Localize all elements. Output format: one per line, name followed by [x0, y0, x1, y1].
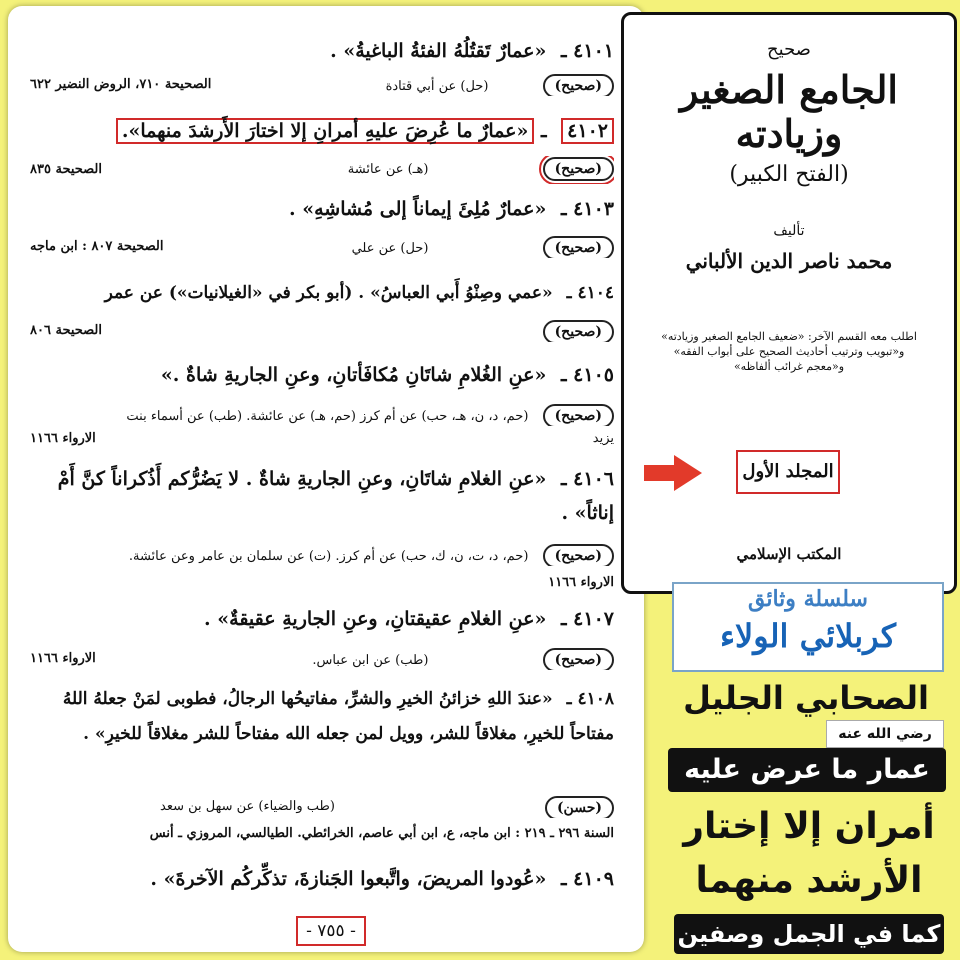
- series-logo: [672, 582, 944, 672]
- grade-badge: (صحيح): [543, 320, 614, 342]
- hadith-text: «عُودوا المريضَ، واتَّبعوا الجَنازةَ، تذكِّركُم الآخرةَ» .: [150, 868, 547, 890]
- caption-ammar: عمار ما عرض عليه: [668, 748, 946, 792]
- grade-badge: (صحيح): [543, 544, 614, 566]
- hadith-meta-4105-line2: [30, 428, 614, 450]
- hadith-number: ٤١٠١ ـ: [560, 40, 614, 62]
- hadith-text: «عنِ الغُلامِ شاتَانِ مُكافَأتانِ، وعنِ الجاريةِ شاةٌ .»: [160, 364, 547, 386]
- hadith-text: «عمارٌ تَقتُلُهُ الفئةُ الباغيةُ» .: [330, 40, 547, 62]
- hadith-number: ٤١٠٣ ـ: [560, 198, 614, 220]
- source-text: (حم، د، ن، هـ، حب) عن أم كرز (حم، هـ) عن عائشة. (طب) عن أسماء بنت: [126, 409, 529, 424]
- cover-author: محمد ناصر الدين الألباني: [685, 249, 893, 273]
- page-number: - ٧٥٥ -: [296, 916, 366, 946]
- logo-line-1: سلسلة وثائق: [747, 586, 868, 612]
- hadith-4105: [30, 358, 614, 392]
- arrow-right-icon: [674, 455, 702, 491]
- hadith-meta-4108: [30, 796, 614, 818]
- grade-badge: (حسن): [545, 796, 614, 818]
- reference-text: الارواء ١١٦٦: [30, 431, 96, 446]
- hadith-meta-4103: [30, 236, 614, 258]
- source-text: (هـ) عن عائشة: [347, 162, 429, 177]
- cover-subtitle: (الفتح الكبير): [729, 162, 849, 187]
- hadith-text: «عنِ الغلامِ عقيقتانِ، وعنِ الجاريةِ عقيقةٌ» .: [204, 608, 547, 630]
- hadith-4109: [30, 862, 614, 896]
- hadith-number: ٤١٠٤ ـ: [566, 283, 614, 303]
- hadith-meta-4106-line2: [30, 572, 614, 594]
- hadith-number: ٤١٠٧ ـ: [560, 608, 614, 630]
- arrow-shaft: [644, 465, 676, 481]
- source-text: (طب والضياء) عن سهل بن سعد: [160, 799, 335, 814]
- hadith-text: «عمي وصِنْوُ أَبي العباسُ» . (أبو بكر في «الغيلانيات») عن عمر: [104, 283, 553, 303]
- hadith-4101: [30, 34, 614, 68]
- hadith-4107: [30, 602, 614, 636]
- hadith-4102: ٤١٠٢ ـ «عمارٌ ما عُرِضَ عليهِ أمرانِ إلا اختارَ الأَرشدَ منهما».: [30, 114, 614, 148]
- grade-badge: (صحيح): [543, 648, 614, 670]
- reference-text: الصحيحة ٨٠٦: [30, 323, 103, 338]
- cover-note: اطلب معه القسم الآخر: «ضعيف الجامع الصغير وزيادته» و«تبويب وترتيب أحاديث الصحيح على أبواب الفقه» و«معجم غرائب ألفاظه»: [661, 330, 917, 373]
- reference-text: الصحيحة ٨٠٧ : ابن ماجه: [30, 239, 164, 254]
- source-text: (حل) عن علي: [351, 241, 429, 256]
- hadith-meta-4105: [30, 404, 614, 426]
- hadith-4104: [30, 276, 614, 310]
- grade-badge: (صحيح): [543, 404, 614, 426]
- hadith-meta-4107: [30, 648, 614, 670]
- hadith-meta-4104: [30, 320, 614, 342]
- hadith-number: ٤١٠٨ ـ: [566, 689, 614, 709]
- note-text: السنة ٢٩٦ ـ ٢١٩ : ابن ماجه، ع، ابن أبي عاصم، الخرائطي. الطيالسي، المروزي ـ أنس: [149, 826, 614, 841]
- source-text-continued: يزيد: [592, 431, 614, 446]
- cover-by-label: تأليف: [773, 223, 805, 239]
- hadith-text: «عمارٌ ما عُرِضَ عليهِ أمرانِ إلا اختارَ الأَرشدَ منهما».: [116, 118, 535, 144]
- hadith-4106: [30, 462, 614, 534]
- source-text: (حل) عن أبي قتادة: [385, 79, 489, 94]
- book-cover: [621, 12, 957, 594]
- hadith-text: «عنِ الغلامِ شاتَانِ، وعنِ الجاريةِ شاةٌ . لا يَضُرُّكم أَذُكراناً كنَّ أَمْ إناثاً» .: [57, 468, 614, 524]
- reference-text: الارواء ١١٦٦: [548, 575, 614, 590]
- hadith-4103: [30, 192, 614, 226]
- cover-title: الجامع الصغير وزيادته: [680, 67, 898, 156]
- hadith-4108: [30, 682, 614, 786]
- grade-badge: (صحيح): [543, 74, 614, 96]
- hadith-number: ٤١٠٢: [561, 118, 614, 144]
- caption-choice: أمران إلا إختار الأرشد منهما: [683, 806, 935, 901]
- logo-line-2: كربلائي الولاء: [719, 617, 897, 655]
- hadith-meta-4106: [30, 544, 614, 566]
- cover-top-label: صحيح: [767, 39, 811, 60]
- source-text: (حم، د، ت، ن، ك، حب) عن أم كرز. (ت) عن سلمان بن عامر وعن عائشة.: [128, 549, 529, 564]
- reference-text: الصحيحة ٨٣٥: [30, 162, 103, 177]
- hadith-meta-4101: [30, 74, 614, 96]
- reference-text: الصحيحة ٧١٠، الروض النضير ٦٢٢: [30, 77, 212, 92]
- cover-volume: المجلد الأول: [736, 450, 840, 494]
- caption-honorific: رضي الله عنه: [826, 720, 944, 748]
- hadith-meta-4102: [30, 156, 614, 184]
- hadith-text: «عمارٌ مُلِئَ إيماناً إلى مُشاشِهِ» .: [288, 198, 547, 220]
- hadith-number: ٤١٠٥ ـ: [560, 364, 614, 386]
- caption-companion: الصحابي الجليل: [683, 679, 929, 717]
- grade-badge: (صحيح): [543, 236, 614, 258]
- source-text: (طب) عن ابن عباس.: [312, 653, 429, 668]
- hadith-text: «عندَ اللهِ خزائنُ الخيرِ والشرِّ، مفاتيحُها الرجالُ، فطوبى لمَنْ جعلهُ اللهُ مفتاحاً للخيرِ، مغلاقاً للشر، وويل لمن جعله الله مفتاحاً للشر مغلاقاً للخيرِ» .: [62, 689, 614, 744]
- book-page: [8, 6, 644, 952]
- hadith-number: ٤١٠٦ ـ: [560, 468, 614, 490]
- cover-publisher: المكتب الإسلامي: [736, 545, 842, 563]
- reference-text: الارواء ١١٦٦: [30, 651, 96, 666]
- hadith-number: ٤١٠٩ ـ: [560, 868, 614, 890]
- caption-battles: كما في الجمل وصفين: [674, 914, 944, 954]
- hadith-note-4108: [30, 824, 614, 844]
- grade-badge: (صحيح): [543, 157, 614, 181]
